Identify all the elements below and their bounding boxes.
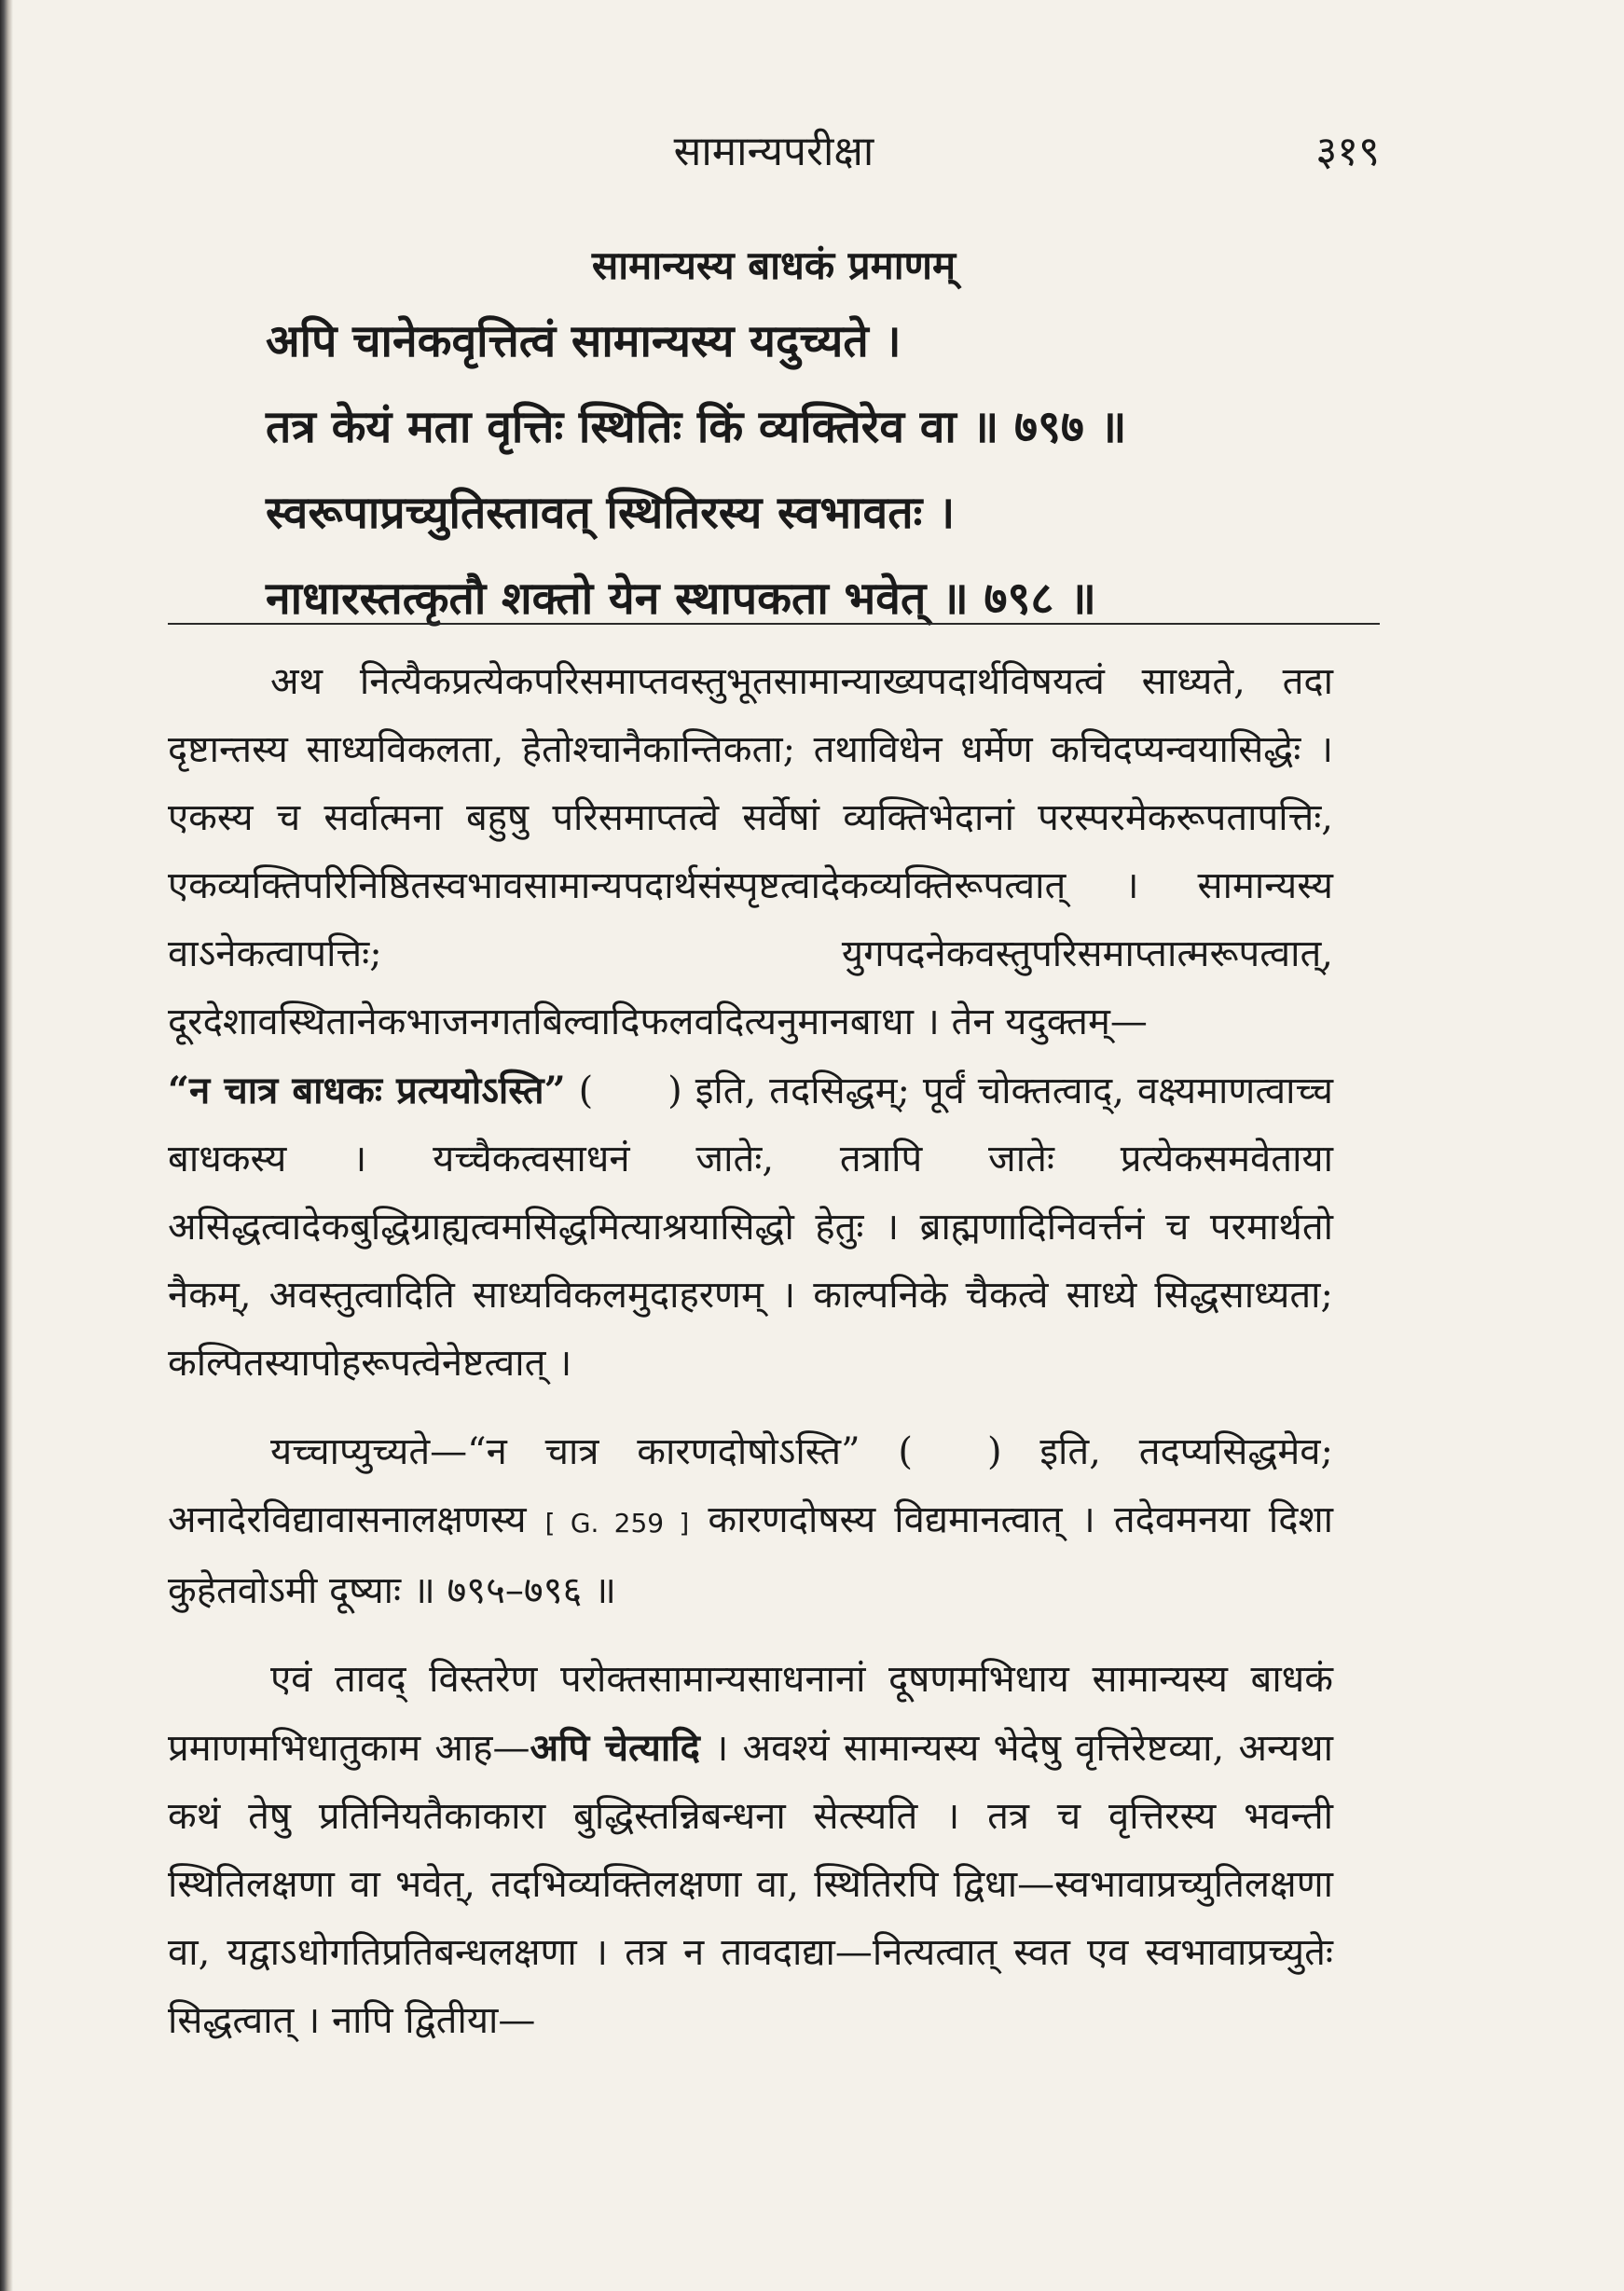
verse-commentary-divider [168,623,1380,625]
paragraph-text: एवं तावद् विस्तरेण परोक्तसामान्यसाधनानां दूषणमभिधाय सामान्यस्य बाधकं प्रमाणमभिधातुकाम आह— [168,1658,1333,1770]
verse-block [266,298,1310,642]
paragraph-text: । अवश्यं सामान्यस्य भेदेषु वृत्तिरेष्टव्या, अन्यथा कथं तेषु प्रतिनियतैकाकारा बुद्धिस्तन्निबन्धना सेत्स्यति । तत्र च वृत्तिरस्य भवन्ती स्थितिलक्षणा वा भवेत्, तदभिव्यक्तिलक्षणा वा, स्थितिरपि द्विधा—स्वभावाप्रच्युतिलक्षणा वा, यद्वाऽधोगतिप्रतिबन्धलक्षणा । तत्र न तावदाद्या—नित्यत्वात् स्वत एव स्वभावाप्रच्युतेः सिद्धत्वात् । नापि द्वितीया— [168,1727,1333,2042]
commentary-paragraph [168,648,1333,1398]
quoted-objection: “न चात्र बाधकः प्रत्ययोऽस्ति” [168,1069,566,1112]
paragraph-text: कारणदोषस्य विद्यमानत्वात् । तदेवमनया दिशा कुहेतवोऽमी दूष्याः ॥ ७९५–७९६ ॥ [168,1498,1334,1612]
verse-line: नाधारस्तत्कृतौ शक्तो येन स्थापकता भवेत् ॥ ७९८ ॥ [266,573,1096,625]
open-parenthesis: ( [578,1070,594,1112]
paragraph-text: अथ नित्यैकप्रत्येकपरिसमाप्तवस्तुभूतसामान्याख्यपदार्थविषयत्वं साध्यते, तदा दृष्टान्तस्य साध्यविकलता, हेतोश्चानैकान्तिकता; तथाविधेन धर्मेण कचिदप्यन्वयासिद्धेः । एकस्य च सर्वात्मना बहुषु परिसमाप्तत्वे सर्वेषां व्यक्तिभेदानां परस्परमेकरूपतापत्तिः, एकव्यक्तिपरिनिष्ठितस्वभावसामान्यपदार्थसंस्पृष्टत्वादेकव्यक्तिरूपत्वात् । सामान्यस्य वाऽनेकत्वापत्तिः; युगपदनेकवस्तुपरिसमाप्तात्मरूपत्वात्, दूरदेशावस्थितानेकभाजनगतबिल्वादिफलवदित्यनुमानबाधा । तेन यदुक्तम्— [168,660,1333,1043]
commentary-paragraph [168,1646,1333,2055]
page-reference-gloss: [ G. 259 ] [544,1508,690,1539]
pratika-citation: अपि चेत्यादि [530,1726,700,1770]
verse-line: स्वरूपाप्रच्युतिस्तावत् स्थितिरस्य स्वभावतः । [266,487,956,539]
paragraph-text: यच्चाप्युच्यते—“न चात्र कारणदोषोऽस्ति” [270,1430,860,1473]
running-title: सामान्यपरीक्षा [673,128,874,175]
commentary [168,648,1333,2076]
verse-line: अपि चानेकवृत्तित्वं सामान्यस्य यदुच्यते । [266,315,901,367]
close-parenthesis: ) [667,1070,682,1112]
page-number: ३१९ [1315,128,1380,175]
open-parenthesis: ( [898,1430,913,1473]
section-heading: सामान्यस्य बाधकं प्रमाणम् [591,242,957,288]
paragraph-text: इति, तदप्यसिद्धमेव; अनादेरविद्यावासनालक्षणस्य [168,1430,1334,1541]
close-parenthesis: ) [986,1430,1002,1473]
page-header [168,121,1380,196]
paragraph-text: इति, तदसिद्धम्; पूर्वं चोक्तत्वाद्, वक्ष्यमाणत्वाच्च बाधकस्य । यच्चैकत्वसाधनं जातेः, तत्रापि जातेः प्रत्येकसमवेताया असिद्धत्वादेकबुद्धिग्राह्यत्वमसिद्धमित्याश्रयासिद्धो हेतुः । ब्राह्मणादिनिवर्त्तनं च परमार्थतो नैकम्, अवस्तुत्वादिति साध्यविकलमुदाहरणम् । काल्पनिके चैकत्वे साध्ये सिद्धसाध्यता; कल्पितस्यापोहरूपत्वेनेष्टत्वात् । [168,1070,1334,1385]
commentary-paragraph [168,1418,1333,1625]
page-binding-edge [0,0,13,2291]
verse-line: तत्र केयं मता वृत्तिः स्थितिः किं व्यक्तिरेव वा ॥ ७९७ ॥ [266,401,1127,453]
